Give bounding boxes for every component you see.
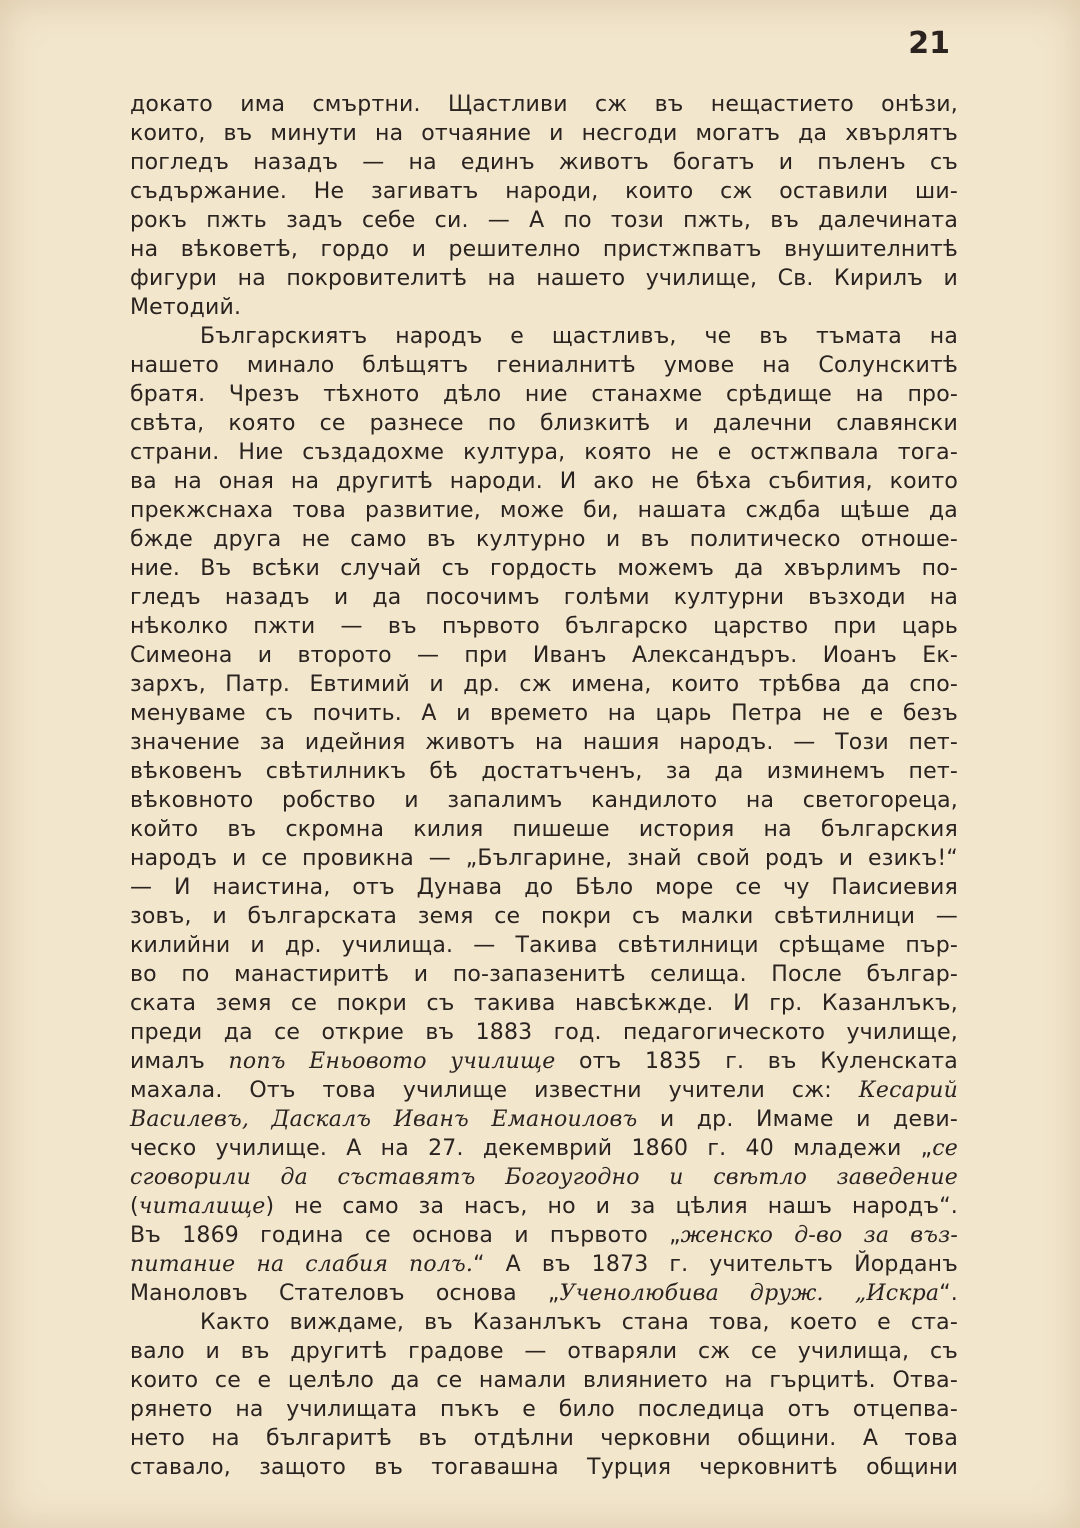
text-line: бжде друга не само въ културно и въ политическо отноше- <box>130 527 958 552</box>
text-line: свѣта, която се разнесе по близкитѣ и далечни славянски <box>130 411 958 436</box>
text-line: килийни и др. училища. — Такива свѣтилници срѣщаме пър- <box>130 933 958 958</box>
text-line: ние. Въ всѣки случай съ гордость можемъ да хвърлимъ по- <box>130 556 958 581</box>
text-line: во по манастиритѣ и по-запазенитѣ селища. После българ- <box>130 962 958 987</box>
text-line: — И наистина, отъ Дунава до Бѣло море се чу Паисиевия <box>130 875 958 900</box>
page-number: 21 <box>908 26 950 61</box>
text-line: рокъ пжть задъ себе си. — А по този пжть, въ далечината <box>130 208 958 233</box>
text-line: Василевъ, Даскалъ Иванъ Еманоиловъ и др. Имаме и деви- <box>130 1107 958 1132</box>
text-line: зовъ, и българската земя се покри съ малки свѣтилници — <box>130 904 958 929</box>
text-line: Симеона и второто — при Иванъ Александъръ. Иоанъ Ек- <box>130 643 958 668</box>
text-line: махала. Отъ това училище известни учители сж: Кесарий <box>130 1078 958 1103</box>
text-line: Маноловъ Стателовъ основа „Ученолюбива друж. „Искра“. <box>130 1281 958 1306</box>
text-line: сговорили да съставятъ Богоугодно и свѣтло заведение <box>130 1165 958 1190</box>
text-line: народъ и се провикна — „Българине, знай свой родъ и езикъ!“ <box>130 846 958 871</box>
text-line: който въ скромна килия пишеше история на българския <box>130 817 958 842</box>
text-line: Българскиятъ народъ е щастливъ, че въ тъмата на <box>200 324 958 349</box>
text-line: ската земя се покри съ такива навсѣкжде. И гр. Казанлъкъ, <box>130 991 958 1016</box>
text-body <box>130 90 958 1482</box>
text-line: нашето минало блѣщятъ гениалнитѣ умове на Солунскитѣ <box>130 353 958 378</box>
text-line: нѣколко пжти — въ първото българско царство при царь <box>130 614 958 639</box>
text-line: менуваме съ почить. А и времето на царь Петра не е безъ <box>130 701 958 726</box>
text-line: прекжснаха това развитие, може би, нашата сждба щѣше да <box>130 498 958 523</box>
text-line: Методий. <box>130 295 242 320</box>
text-line: фигури на покровителитѣ на нашето училище, Св. Кирилъ и <box>130 266 958 291</box>
text-line: (читалище) не само за насъ, но и за цѣлия нашъ народъ“. <box>130 1194 958 1219</box>
text-line: които се е целѣло да се намали влиянието на гърцитѣ. Отва- <box>130 1368 958 1393</box>
text-line: нето на българитѣ въ отдѣлни черковни общини. А това <box>130 1426 958 1451</box>
text-line: погледъ назадъ — на единъ животъ богатъ и пъленъ съ <box>130 150 958 175</box>
text-line: гледъ назадъ и да посочимъ голѣми културни възходи на <box>130 585 958 610</box>
text-line: ва на оная на другитѣ народи. И ако не бѣха събития, които <box>130 469 958 494</box>
text-line: които, въ минути на отчаяние и несгоди могатъ да хвърлятъ <box>130 121 958 146</box>
text-line: страни. Ние създадохме култура, която не е остжпвала тога- <box>130 440 958 465</box>
text-line: зархъ, Патр. Евтимий и др. сж имена, които трѣбва да спо- <box>130 672 958 697</box>
text-line: преди да се открие въ 1883 год. педагогическото училище, <box>130 1020 958 1045</box>
text-line: Въ 1869 година се основа и първото „женско д-во за въз- <box>130 1223 958 1248</box>
text-line: Както виждаме, въ Казанлъкъ стана това, което е ста- <box>200 1310 958 1335</box>
text-line: братя. Чрезъ тѣхното дѣло ние станахме срѣдище на про- <box>130 382 958 407</box>
text-line: на вѣковетѣ, гордо и решително пристжпватъ внушителнитѣ <box>130 237 958 262</box>
text-line: рянето на училищата пъкъ е било последица отъ отцепва- <box>130 1397 958 1422</box>
text-line: вало и въ другитѣ градове — отваряли сж се училища, съ <box>130 1339 958 1364</box>
text-line: вѣковното робство и запалимъ кандилото на светогореца, <box>130 788 958 813</box>
text-line: питание на слабия полъ.“ А въ 1873 г. учительтъ Йорданъ <box>130 1252 958 1277</box>
text-line: съдържание. Не загиватъ народи, които сж оставили ши- <box>130 179 958 204</box>
text-line: ималъ попъ Еньовото училище отъ 1835 г. въ Куленската <box>130 1049 958 1074</box>
text-line: ческо училище. А на 27. декемврий 1860 г. 40 младежи „се <box>130 1136 958 1161</box>
text-line: ставало, защото въ тогавашна Турция черковнитѣ общини <box>130 1455 958 1480</box>
text-line: вѣковенъ свѣтилникъ бѣ достатъченъ, за да изминемъ пет- <box>130 759 958 784</box>
text-line: докато има смъртни. Щастливи сж въ нещастието онѣзи, <box>130 92 958 117</box>
text-line: значение за идейния животъ на нашия народъ. — Този пет- <box>130 730 958 755</box>
